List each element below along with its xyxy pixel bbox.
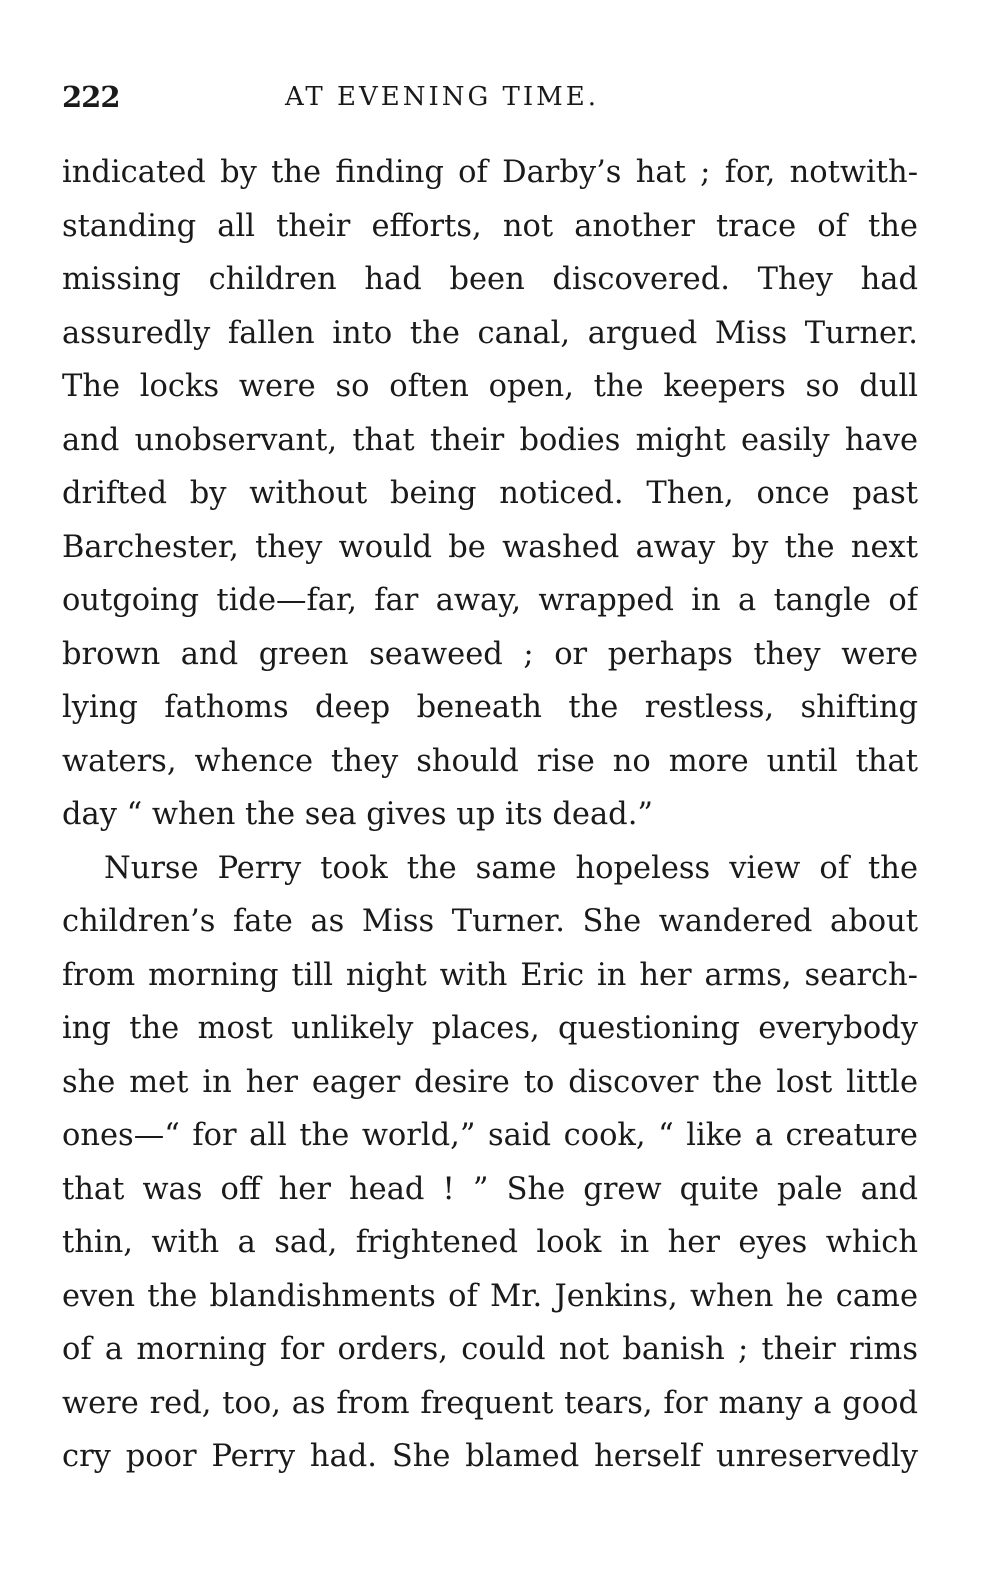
paragraph-start-line: Nurse Perry took the same hopeless view of the bbox=[104, 850, 918, 886]
text-line: even the blandishments of Mr. Jenkins, when he came bbox=[62, 1278, 918, 1314]
text-line: lying fathoms deep beneath the restless, shifting bbox=[62, 690, 918, 725]
text-line: Barchester, they would be washed away by the next bbox=[62, 529, 918, 565]
text-line: that was off her head ! ” She grew quite pale and bbox=[62, 1171, 918, 1207]
page-header bbox=[62, 80, 918, 124]
text-line: drifted by without being noticed. Then, once past bbox=[62, 476, 918, 511]
text-line: cry poor Perry had. She blamed herself unreservedly bbox=[62, 1439, 918, 1474]
text-line: thin, with a sad, frightened look in her eyes which bbox=[62, 1225, 918, 1260]
paragraph-end-line: day “ when the sea gives up its dead.” bbox=[62, 797, 653, 832]
text-line: children’s fate as Miss Turner. She wandered about bbox=[62, 904, 918, 939]
text-line: standing all their efforts, not another trace of the bbox=[62, 208, 918, 244]
text-line: outgoing tide—far, far away, wrapped in a tangle of bbox=[62, 583, 918, 618]
body-text bbox=[62, 146, 918, 1484]
text-line: brown and green seaweed ; or perhaps they were bbox=[62, 636, 918, 672]
text-line: and unobservant, that their bodies might easily have bbox=[62, 422, 918, 458]
text-line: from morning till night with Eric in her arms, search- bbox=[62, 957, 918, 993]
text-line: ones—“ for all the world,” said cook, “ like a creature bbox=[62, 1118, 918, 1153]
page-number: 222 bbox=[62, 80, 120, 114]
text-line: assuredly fallen into the canal, argued Miss Turner. bbox=[62, 315, 918, 351]
text-line: were red, too, as from frequent tears, for many a good bbox=[62, 1385, 918, 1421]
text-line: ing the most unlikely places, questioning everybody bbox=[62, 1011, 918, 1046]
text-line: missing children had been discovered. They had bbox=[62, 262, 918, 297]
text-line: indicated by the finding of Darby’s hat ; for, notwith- bbox=[62, 155, 918, 190]
running-title: AT EVENING TIME. bbox=[285, 82, 599, 112]
text-line: of a morning for orders, could not banish ; their rims bbox=[62, 1332, 918, 1367]
text-line: waters, whence they should rise no more until that bbox=[62, 743, 918, 779]
text-line: The locks were so often open, the keepers so dull bbox=[62, 369, 918, 404]
text-line: she met in her eager desire to discover the lost little bbox=[62, 1064, 918, 1100]
